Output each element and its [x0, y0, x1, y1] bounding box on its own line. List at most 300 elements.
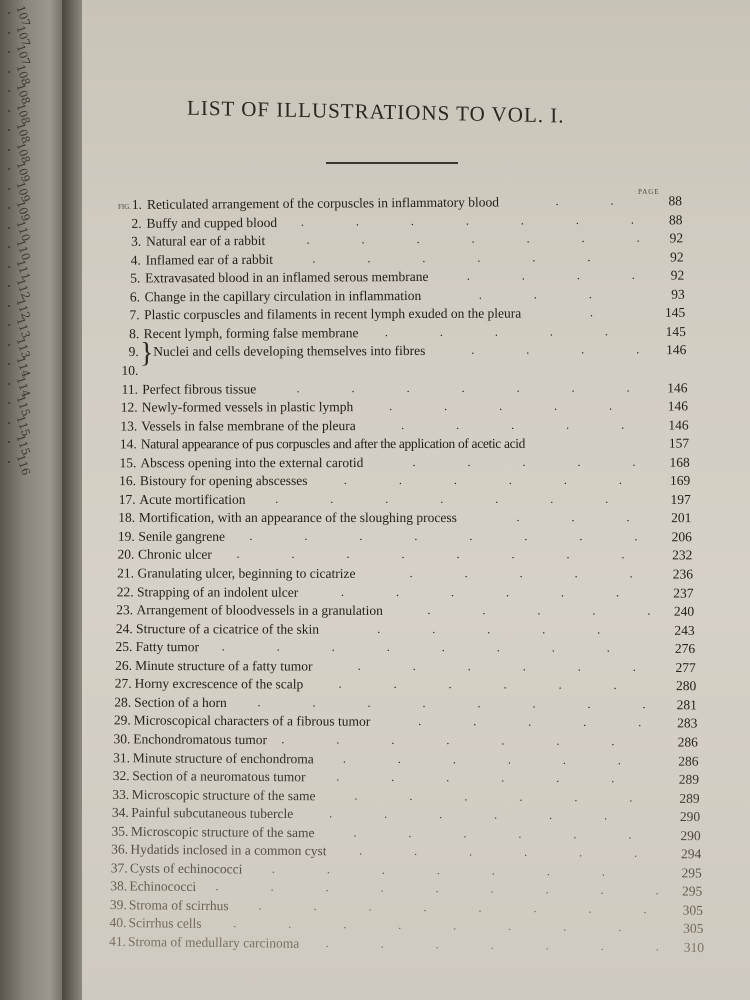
- left-page-dot: [8, 90, 10, 92]
- figure-number: 32.: [112, 768, 130, 784]
- figure-number: 4.: [130, 252, 141, 268]
- leader-dot: .: [574, 566, 578, 581]
- figure-number: 29.: [113, 712, 131, 728]
- left-page-number: 116: [13, 452, 33, 477]
- left-page-dot: [8, 363, 10, 365]
- leader-dot: .: [456, 547, 460, 562]
- leader-dot: .: [632, 659, 636, 674]
- leader-dot: .: [494, 324, 498, 339]
- leader-dot: .: [647, 603, 651, 618]
- figure-number: 11.: [121, 381, 139, 397]
- leader-dot: .: [621, 417, 625, 432]
- leader-dot: .: [487, 621, 491, 636]
- figure-page-number: 283: [677, 715, 698, 731]
- figure-description: Acute mortification: [139, 491, 246, 507]
- left-page-number: 114: [13, 355, 33, 379]
- figure-description: Change in the capillary circulation in inflammation: [144, 287, 422, 305]
- figure-page-number: 286: [678, 753, 699, 769]
- leader-dot: .: [300, 214, 304, 229]
- leader-dot: .: [465, 213, 469, 228]
- left-page-dot: [8, 422, 10, 424]
- page-title: LIST OF ILLUSTRATIONS TO VOL. I.: [187, 95, 565, 128]
- title-rule: [326, 162, 458, 164]
- figure-number: 13.: [120, 418, 138, 434]
- leader-dot: .: [579, 529, 583, 544]
- leader-dot: .: [435, 881, 439, 896]
- illustration-row: [82, 436, 750, 455]
- left-page-dot: [8, 324, 10, 326]
- leader-dot: .: [414, 844, 418, 859]
- leader-dot: .: [414, 528, 418, 543]
- leader-dot: .: [452, 751, 456, 766]
- figure-page-number: 157: [668, 435, 690, 451]
- illustration-row: [82, 398, 750, 417]
- left-page-number: 115: [13, 433, 33, 457]
- leader-dot: .: [605, 491, 609, 506]
- leader-dot: .: [581, 342, 585, 357]
- leader-dot: .: [532, 696, 536, 711]
- leader-dot: .: [556, 733, 560, 748]
- leader-dot: .: [628, 827, 632, 842]
- leader-dot: .: [477, 250, 481, 265]
- leader-dot: .: [518, 826, 522, 841]
- leader-dot: .: [589, 305, 593, 320]
- illustration-row: [82, 380, 750, 400]
- leader-dot: .: [600, 938, 604, 953]
- leader-dot: .: [546, 863, 550, 878]
- leader-dot: .: [606, 640, 610, 655]
- figure-page-number: 232: [672, 547, 693, 563]
- leader-dot: .: [587, 249, 591, 264]
- figure-description: Senile gangrene: [138, 528, 226, 544]
- leader-dot: .: [236, 547, 240, 562]
- figure-number: 8.: [129, 325, 140, 341]
- figure-page-number: 289: [678, 771, 700, 787]
- leader-dot: .: [304, 528, 308, 543]
- figure-number: 3.: [131, 233, 142, 249]
- leader-dot: .: [367, 250, 371, 265]
- left-page-number: 108: [13, 121, 33, 145]
- leader-dot: .: [464, 566, 468, 581]
- leader-dot: .: [507, 752, 511, 767]
- figure-description: Hydatids inclosed in a common cyst: [130, 841, 327, 859]
- figure-page-number: 294: [680, 846, 702, 862]
- figure-description: Microscopical characters of a fibrous tumor: [133, 712, 371, 730]
- leader-dot: .: [511, 417, 515, 432]
- leader-dot: .: [631, 268, 635, 283]
- leader-dot: .: [524, 528, 528, 543]
- leader-dot: .: [386, 640, 390, 655]
- leader-dot: .: [325, 936, 329, 951]
- leader-dot: .: [361, 232, 365, 247]
- leader-dot: .: [551, 640, 555, 655]
- figure-number: 27.: [114, 675, 132, 692]
- leader-dot: .: [579, 845, 583, 860]
- figure-page-number: 88: [668, 193, 683, 209]
- figure-page-number: 289: [679, 790, 700, 806]
- leader-dot: .: [522, 454, 526, 469]
- leader-dot: .: [638, 715, 642, 730]
- leader-dot: .: [566, 547, 570, 562]
- figure-page-number: 295: [682, 883, 703, 899]
- leader-dot: .: [577, 659, 581, 674]
- leader-dot: .: [506, 584, 510, 599]
- figure-description: Reticulated arrangement of the corpuscles in inflammatory blood: [146, 194, 500, 212]
- leader-dot: .: [626, 510, 630, 525]
- leader-dot: .: [377, 621, 381, 636]
- left-page-number: 114: [13, 374, 33, 399]
- figure-page-number: 206: [671, 529, 692, 545]
- figure-page-number: 286: [677, 734, 698, 750]
- figure-number: 33.: [112, 786, 130, 802]
- leader-dot: .: [396, 584, 400, 599]
- illustration-row: [82, 324, 750, 345]
- figure-description: Newly-formed vessels in plastic lymph: [141, 399, 354, 415]
- left-page-dot: [8, 344, 10, 346]
- left-page-number: 107: [13, 23, 33, 48]
- leader-dot: .: [467, 454, 471, 469]
- figure-number: 14.: [119, 436, 137, 452]
- leader-dot: .: [478, 900, 482, 915]
- left-page-number: 108: [13, 140, 33, 165]
- figure-number: 36.: [111, 841, 129, 857]
- leader-dot: .: [477, 696, 481, 711]
- leader-dot: .: [393, 677, 397, 692]
- leader-dot: .: [583, 715, 587, 730]
- leader-dot: .: [288, 917, 292, 932]
- leader-dot: .: [409, 565, 413, 580]
- leader-dot: .: [422, 250, 426, 265]
- left-page-number: 115: [13, 394, 33, 418]
- leader-dot: .: [581, 231, 585, 246]
- leader-dot: .: [357, 658, 361, 673]
- left-page-dot: [8, 305, 10, 307]
- leader-dot: .: [446, 770, 450, 785]
- leader-dot: .: [573, 826, 577, 841]
- figure-number: 1.: [131, 196, 143, 212]
- figure-number: 30.: [113, 731, 131, 747]
- leader-dot: .: [592, 603, 596, 618]
- leader-dot: .: [471, 343, 475, 358]
- leader-dot: .: [558, 677, 562, 692]
- leader-dot: .: [537, 603, 541, 618]
- leader-dot: .: [503, 677, 507, 692]
- leader-dot: .: [563, 473, 567, 488]
- figure-number: 26.: [115, 657, 133, 673]
- leader-dot: .: [448, 677, 452, 692]
- leader-dot: .: [576, 268, 580, 283]
- leader-dot: .: [522, 659, 526, 674]
- leader-dot: .: [609, 398, 613, 413]
- illustration-row: [82, 267, 750, 288]
- leader-dot: .: [467, 658, 471, 673]
- left-page-dot: [8, 149, 10, 151]
- leader-dot: .: [389, 399, 393, 414]
- left-page-dot: [8, 285, 10, 287]
- leader-dot: .: [655, 939, 659, 954]
- figure-description: Enchondromatous tumor: [133, 731, 268, 748]
- leader-dot: .: [508, 919, 512, 934]
- figure-number: 24.: [115, 620, 133, 636]
- figure-description: Nuclei and cells developing themselves into fibres: [153, 343, 426, 360]
- leader-dot: .: [629, 566, 633, 581]
- left-page-number: 113: [13, 316, 33, 340]
- leader-dot: .: [469, 528, 473, 543]
- left-page-number: 108: [13, 62, 33, 87]
- leader-dot: .: [326, 862, 330, 877]
- leader-dot: .: [526, 342, 530, 358]
- leader-dot: .: [471, 231, 475, 246]
- left-page-dot: [8, 383, 10, 385]
- figure-number: 21.: [117, 565, 135, 581]
- illustration-row: [82, 454, 750, 473]
- leader-dot: .: [456, 417, 460, 432]
- leader-dot: .: [621, 547, 625, 562]
- leader-dot: .: [655, 883, 659, 898]
- figure-number: 9.: [128, 344, 139, 360]
- leader-dot: .: [453, 473, 457, 488]
- leader-dot: .: [439, 807, 443, 822]
- figure-description: Bistoury for opening abscesses: [139, 473, 308, 489]
- leader-dot: .: [630, 212, 634, 227]
- figure-page-number: 240: [673, 603, 695, 619]
- leader-dot: .: [501, 770, 505, 785]
- left-page-dot: [8, 266, 10, 268]
- leader-dot: .: [215, 879, 219, 894]
- leader-dot: .: [600, 883, 604, 898]
- figure-number: 17.: [118, 491, 136, 507]
- figure-page-number: 281: [676, 697, 697, 713]
- illustration-row: [82, 731, 750, 753]
- leader-dot: .: [501, 733, 505, 748]
- leader-dot: .: [385, 491, 389, 506]
- figure-page-number: 290: [680, 827, 701, 843]
- figure-description: Scirrhus cells: [128, 915, 202, 932]
- leader-dot: .: [312, 695, 316, 710]
- figure-description: Echinococci: [129, 878, 197, 895]
- leader-dot: .: [604, 808, 608, 823]
- leader-dot: .: [642, 696, 646, 711]
- illustration-row: [82, 639, 750, 659]
- figure-page-number: 146: [668, 417, 689, 433]
- figure-description: Chronic ulcer: [137, 547, 212, 563]
- figure-page-number: 93: [671, 286, 685, 302]
- leader-dot: .: [270, 880, 274, 895]
- figure-page-number: 280: [676, 678, 697, 694]
- figure-number: 35.: [111, 823, 129, 839]
- leader-dot: .: [422, 695, 426, 710]
- figure-page-number: 236: [672, 566, 694, 582]
- left-page-dot: [8, 207, 10, 209]
- illustration-row: [82, 510, 750, 528]
- figure-page-number: 88: [668, 211, 683, 227]
- figure-number: 40.: [109, 915, 127, 931]
- figure-number: 41.: [109, 933, 127, 949]
- leader-dot: .: [233, 916, 237, 931]
- left-page-dot: [8, 51, 10, 53]
- leader-dot: .: [343, 473, 347, 488]
- figure-number: 20.: [117, 547, 135, 563]
- leader-dot: .: [618, 473, 622, 488]
- leader-dot: .: [575, 212, 579, 227]
- leader-dot: .: [313, 898, 317, 913]
- leader-dot: .: [613, 678, 617, 693]
- leader-dot: .: [359, 528, 363, 543]
- leader-dot: .: [446, 733, 450, 748]
- figure-description: Stroma of scirrhus: [128, 897, 229, 914]
- leader-dot: .: [511, 547, 515, 562]
- leader-dot: .: [496, 640, 500, 655]
- leader-dot: .: [336, 769, 340, 784]
- leader-dot: .: [533, 287, 537, 302]
- figure-page-number: 169: [669, 473, 691, 489]
- leader-dot: .: [571, 380, 575, 395]
- leader-dot: .: [636, 342, 640, 357]
- leader-dot: .: [469, 844, 473, 859]
- leader-dot: .: [554, 398, 558, 413]
- illustration-row: [82, 342, 750, 362]
- left-page-dot: [8, 32, 10, 34]
- figure-number: 34.: [111, 804, 129, 821]
- left-page-dot: [8, 188, 10, 190]
- book-page: [82, 0, 750, 1000]
- leader-dot: .: [436, 862, 440, 878]
- figure-page-number: 92: [670, 249, 684, 265]
- leader-dot: .: [574, 789, 578, 804]
- illustration-row: [82, 492, 750, 510]
- figure-page-number: 276: [674, 641, 696, 657]
- leader-dot: .: [342, 751, 346, 766]
- leader-dot: .: [466, 268, 470, 283]
- illustration-row: [82, 657, 750, 678]
- leader-dot: .: [526, 231, 530, 246]
- figure-description: Natural ear of a rabbit: [145, 233, 266, 249]
- leader-dot: .: [561, 584, 565, 599]
- leader-dot: .: [418, 714, 422, 729]
- figure-number: 38.: [110, 878, 128, 894]
- left-page-dot: [8, 441, 10, 443]
- leader-dot: .: [281, 732, 285, 747]
- leader-dot: .: [380, 936, 384, 951]
- leader-dot: .: [338, 676, 342, 691]
- illustration-row: [82, 529, 750, 548]
- leader-dot: .: [597, 622, 601, 637]
- leader-dot: .: [577, 454, 581, 469]
- leader-dot: .: [401, 547, 405, 562]
- left-page-dot: [8, 71, 10, 73]
- figure-page-number: 243: [674, 622, 695, 638]
- left-page-edge: [0, 0, 62, 1000]
- figure-number: 15.: [119, 454, 137, 470]
- figure-page-number: 92: [669, 230, 684, 246]
- figure-description: Section of a neuromatous tumor: [132, 768, 306, 785]
- leader-dot: .: [306, 232, 310, 247]
- leader-dot: .: [549, 808, 553, 823]
- leader-dot: .: [611, 771, 615, 786]
- left-page-number: 109: [13, 199, 33, 223]
- leader-dot: .: [528, 714, 532, 729]
- leader-dot: .: [532, 249, 536, 264]
- leader-dot: .: [440, 491, 444, 506]
- figure-description: Cysts of echinococci: [129, 860, 243, 877]
- figure-description: Microscopic structure of the same: [130, 823, 315, 840]
- leader-dot: .: [533, 901, 537, 916]
- figure-description: Perfect fibrous tissue: [142, 380, 257, 397]
- leader-dot: .: [478, 287, 482, 302]
- leader-dot: .: [491, 863, 495, 878]
- leader-dot: .: [384, 806, 388, 821]
- figure-description: Natural appearance of pus corpuscles and after the application of acetic acid: [140, 435, 526, 452]
- leader-dot: .: [636, 230, 640, 245]
- leader-dot: .: [408, 825, 412, 840]
- figure-number: 5.: [130, 270, 141, 286]
- illustration-row: [82, 584, 750, 603]
- figure-description: Buffy and cupped blood: [146, 214, 278, 231]
- leader-dot: .: [588, 286, 592, 301]
- leader-dot: .: [550, 491, 554, 506]
- illustration-row: [82, 473, 750, 491]
- leader-dot: .: [587, 696, 591, 711]
- figure-number: 2.: [131, 215, 142, 231]
- figure-description: Mortification, with an appearance of the sloughing process: [138, 510, 457, 526]
- leader-dot: .: [391, 769, 395, 784]
- leader-dot: .: [398, 473, 402, 488]
- leader-dot: .: [453, 918, 457, 933]
- illustration-row: [82, 565, 750, 584]
- left-page-number: 111: [13, 257, 33, 282]
- figure-number: 12.: [120, 399, 138, 415]
- figure-number: 19.: [117, 528, 135, 544]
- leader-dot: .: [249, 528, 253, 543]
- leader-dot: .: [521, 268, 525, 283]
- leader-dot: .: [520, 212, 524, 227]
- leader-dot: .: [346, 547, 350, 562]
- left-page-dot: [8, 129, 10, 131]
- leader-dot: .: [410, 213, 414, 228]
- leader-dot: .: [562, 752, 566, 767]
- figure-description: Extravasated blood in an inflamed serous membrane: [145, 269, 429, 286]
- figure-number: 10.: [121, 362, 139, 378]
- figure-description: Horny excrescence of the scalp: [134, 676, 304, 692]
- figure-description: Painful subcutaneous tubercle: [131, 805, 294, 822]
- leader-dot: .: [444, 398, 448, 413]
- left-page-number: 108: [13, 82, 33, 106]
- leader-dot: .: [473, 714, 477, 729]
- leader-dot: .: [566, 417, 570, 432]
- left-page-dot: [8, 402, 10, 404]
- figure-description: Vessels in false membrane of the pleura: [141, 417, 356, 434]
- leader-dot: .: [629, 790, 633, 805]
- figure-page-number: 305: [683, 921, 704, 937]
- figure-number: 23.: [116, 602, 134, 618]
- figure-number: 28.: [114, 694, 132, 710]
- figure-description: Abscess opening into the external carotid: [140, 454, 364, 470]
- leader-dot: .: [406, 380, 410, 395]
- leader-dot: .: [494, 807, 498, 822]
- leader-dot: .: [312, 251, 316, 266]
- figure-description: Arrangement of bloodvessels in a granulation: [136, 602, 383, 619]
- left-page-dot: [8, 110, 10, 112]
- leader-dot: .: [336, 732, 340, 747]
- leader-dot: .: [329, 806, 333, 821]
- leader-dot: .: [616, 584, 620, 599]
- leader-dot: .: [355, 213, 359, 228]
- brace-9-10: }: [140, 338, 154, 369]
- figure-description: Strapping of an indolent ulcer: [137, 583, 299, 600]
- figure-page-number: 145: [665, 305, 686, 321]
- leader-dot: .: [354, 788, 358, 803]
- illustration-row: [82, 676, 750, 697]
